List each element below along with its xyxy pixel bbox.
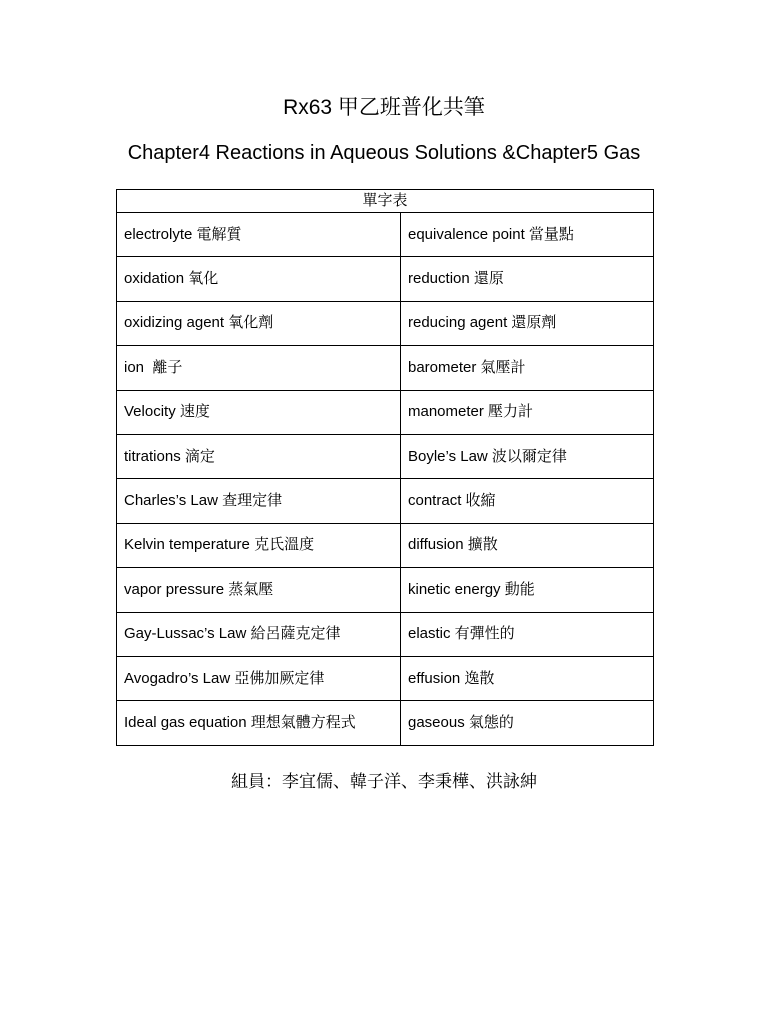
term-cell-right: reduction 還原: [401, 257, 654, 301]
term-cell-right: elastic 有彈性的: [401, 612, 654, 656]
term-cell-right: diffusion 擴散: [401, 523, 654, 567]
vocabulary-table: [116, 189, 654, 746]
term-cell-right: barometer 氣壓計: [401, 346, 654, 390]
page-title: Rx63 甲乙班普化共筆: [283, 96, 485, 119]
page-subtitle: Chapter4 Reactions in Aqueous Solutions &Chapter5 Gas: [127, 142, 641, 164]
term-cell-left: Velocity 速度: [117, 390, 401, 434]
term-cell-left: Avogadro’s Law 亞佛加厥定律: [117, 656, 401, 700]
term-cell-left: electrolyte 電解質: [117, 213, 401, 257]
term-cell-left: Gay-Lussac’s Law 給呂薩克定律: [117, 612, 401, 656]
term-cell-right: equivalence point 當量點: [401, 213, 654, 257]
table-row: [117, 612, 654, 656]
table-row: [117, 568, 654, 612]
table-row: [117, 701, 654, 745]
table-header-row: [117, 190, 654, 213]
table-row: [117, 479, 654, 523]
table-row: [117, 656, 654, 700]
term-cell-left: oxidation 氧化: [117, 257, 401, 301]
term-cell-right: gaseous 氣態的: [401, 701, 654, 745]
table-row: [117, 523, 654, 567]
group-members-footer: 組員：李宜儒、韓子洋、李秉樺、洪詠紳: [231, 772, 537, 791]
term-cell-right: Boyle’s Law 波以爾定律: [401, 434, 654, 478]
table-row: [117, 301, 654, 345]
table-row: [117, 346, 654, 390]
term-cell-right: manometer 壓力計: [401, 390, 654, 434]
table-row: [117, 434, 654, 478]
table-row: [117, 213, 654, 257]
table-header: 單字表: [117, 190, 654, 213]
term-cell-left: Kelvin temperature 克氏溫度: [117, 523, 401, 567]
term-cell-right: contract 收縮: [401, 479, 654, 523]
table-row: [117, 257, 654, 301]
table-row: [117, 390, 654, 434]
term-cell-left: titrations 滴定: [117, 434, 401, 478]
term-cell-left: oxidizing agent 氧化劑: [117, 301, 401, 345]
term-cell-left: vapor pressure 蒸氣壓: [117, 568, 401, 612]
term-cell-right: reducing agent 還原劑: [401, 301, 654, 345]
term-cell-right: effusion 逸散: [401, 656, 654, 700]
term-cell-left: ion 離子: [117, 346, 401, 390]
term-cell-left: Charles’s Law 查理定律: [117, 479, 401, 523]
term-cell-right: kinetic energy 動能: [401, 568, 654, 612]
term-cell-left: Ideal gas equation 理想氣體方程式: [117, 701, 401, 745]
